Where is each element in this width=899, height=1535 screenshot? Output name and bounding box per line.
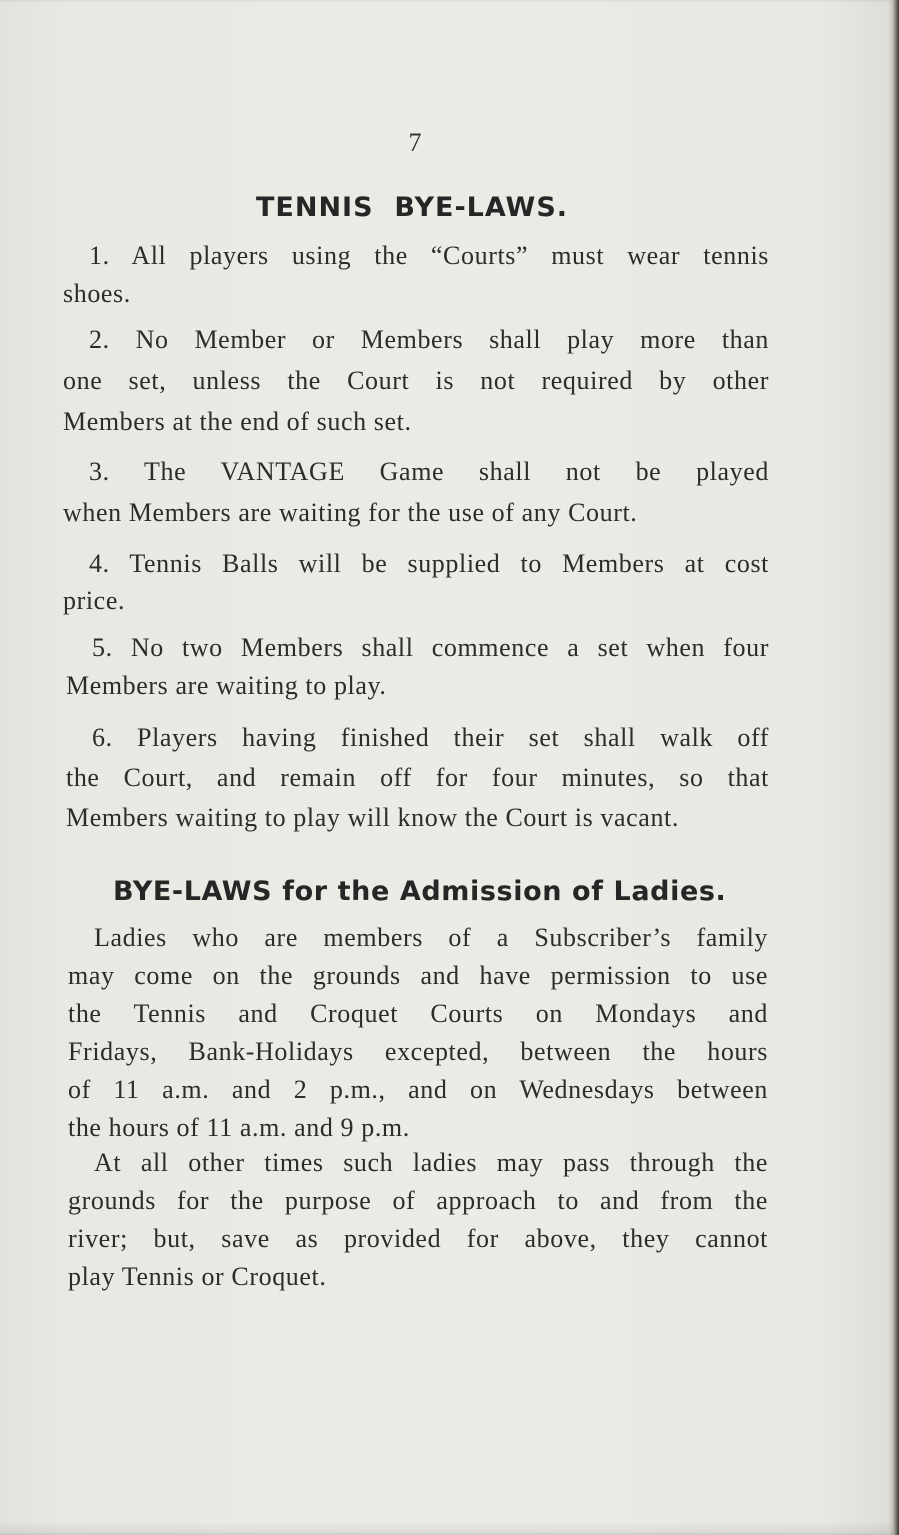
rule-line: 5. No two Members shall commence a set when four [92,633,769,662]
rule-line: Members are waiting to play. [66,671,387,700]
paragraph-line: the Tennis and Croquet Courts on Mondays and [68,999,768,1028]
paragraph-line: river; but, save as provided for above, they cannot [68,1224,768,1253]
rule-line: 4. Tennis Balls will be supplied to Members at cost [89,549,769,578]
rule-line: price. [63,586,126,615]
paragraph-line: play Tennis or Croquet. [68,1262,327,1291]
rule-line: 1. All players using the “Courts” must wear tennis [89,241,769,270]
paragraph-line: of 11 a.m. and 2 p.m., and on Wednesdays between [68,1075,768,1104]
rule-line: Members at the end of such set. [63,407,412,436]
paragraph-line: grounds for the purpose of approach to and from the [68,1186,768,1215]
rule-line: Members waiting to play will know the Court is vacant. [66,803,679,832]
rule-line: 6. Players having finished their set shall walk off [92,723,769,752]
paragraph-line: Fridays, Bank-Holidays excepted, between the hours [68,1037,768,1066]
page-bottom-shadow [0,1521,893,1535]
paragraph-line: may come on the grounds and have permission to use [68,961,768,990]
rule-line: one set, unless the Court is not required by other [63,366,769,395]
page-number: 7 [408,128,422,157]
page-edge [893,0,899,1535]
tennis-heading: TENNIS BYE-LAWS. [256,192,569,223]
rule-line: the Court, and remain off for four minutes, so that [66,763,769,792]
rule-line: when Members are waiting for the use of any Court. [63,498,638,527]
paragraph-line: the hours of 11 a.m. and 9 p.m. [68,1113,410,1142]
paragraph-line: Ladies who are members of a Subscriber’s family [94,923,768,952]
rule-line: shoes. [63,279,131,308]
rule-line: 2. No Member or Members shall play more than [89,325,769,354]
rule-line: 3. The VANTAGE Game shall not be played [89,457,769,486]
ladies-heading: BYE-LAWS for the Admission of Ladies. [113,876,727,907]
paragraph-line: At all other times such ladies may pass through the [94,1148,768,1177]
